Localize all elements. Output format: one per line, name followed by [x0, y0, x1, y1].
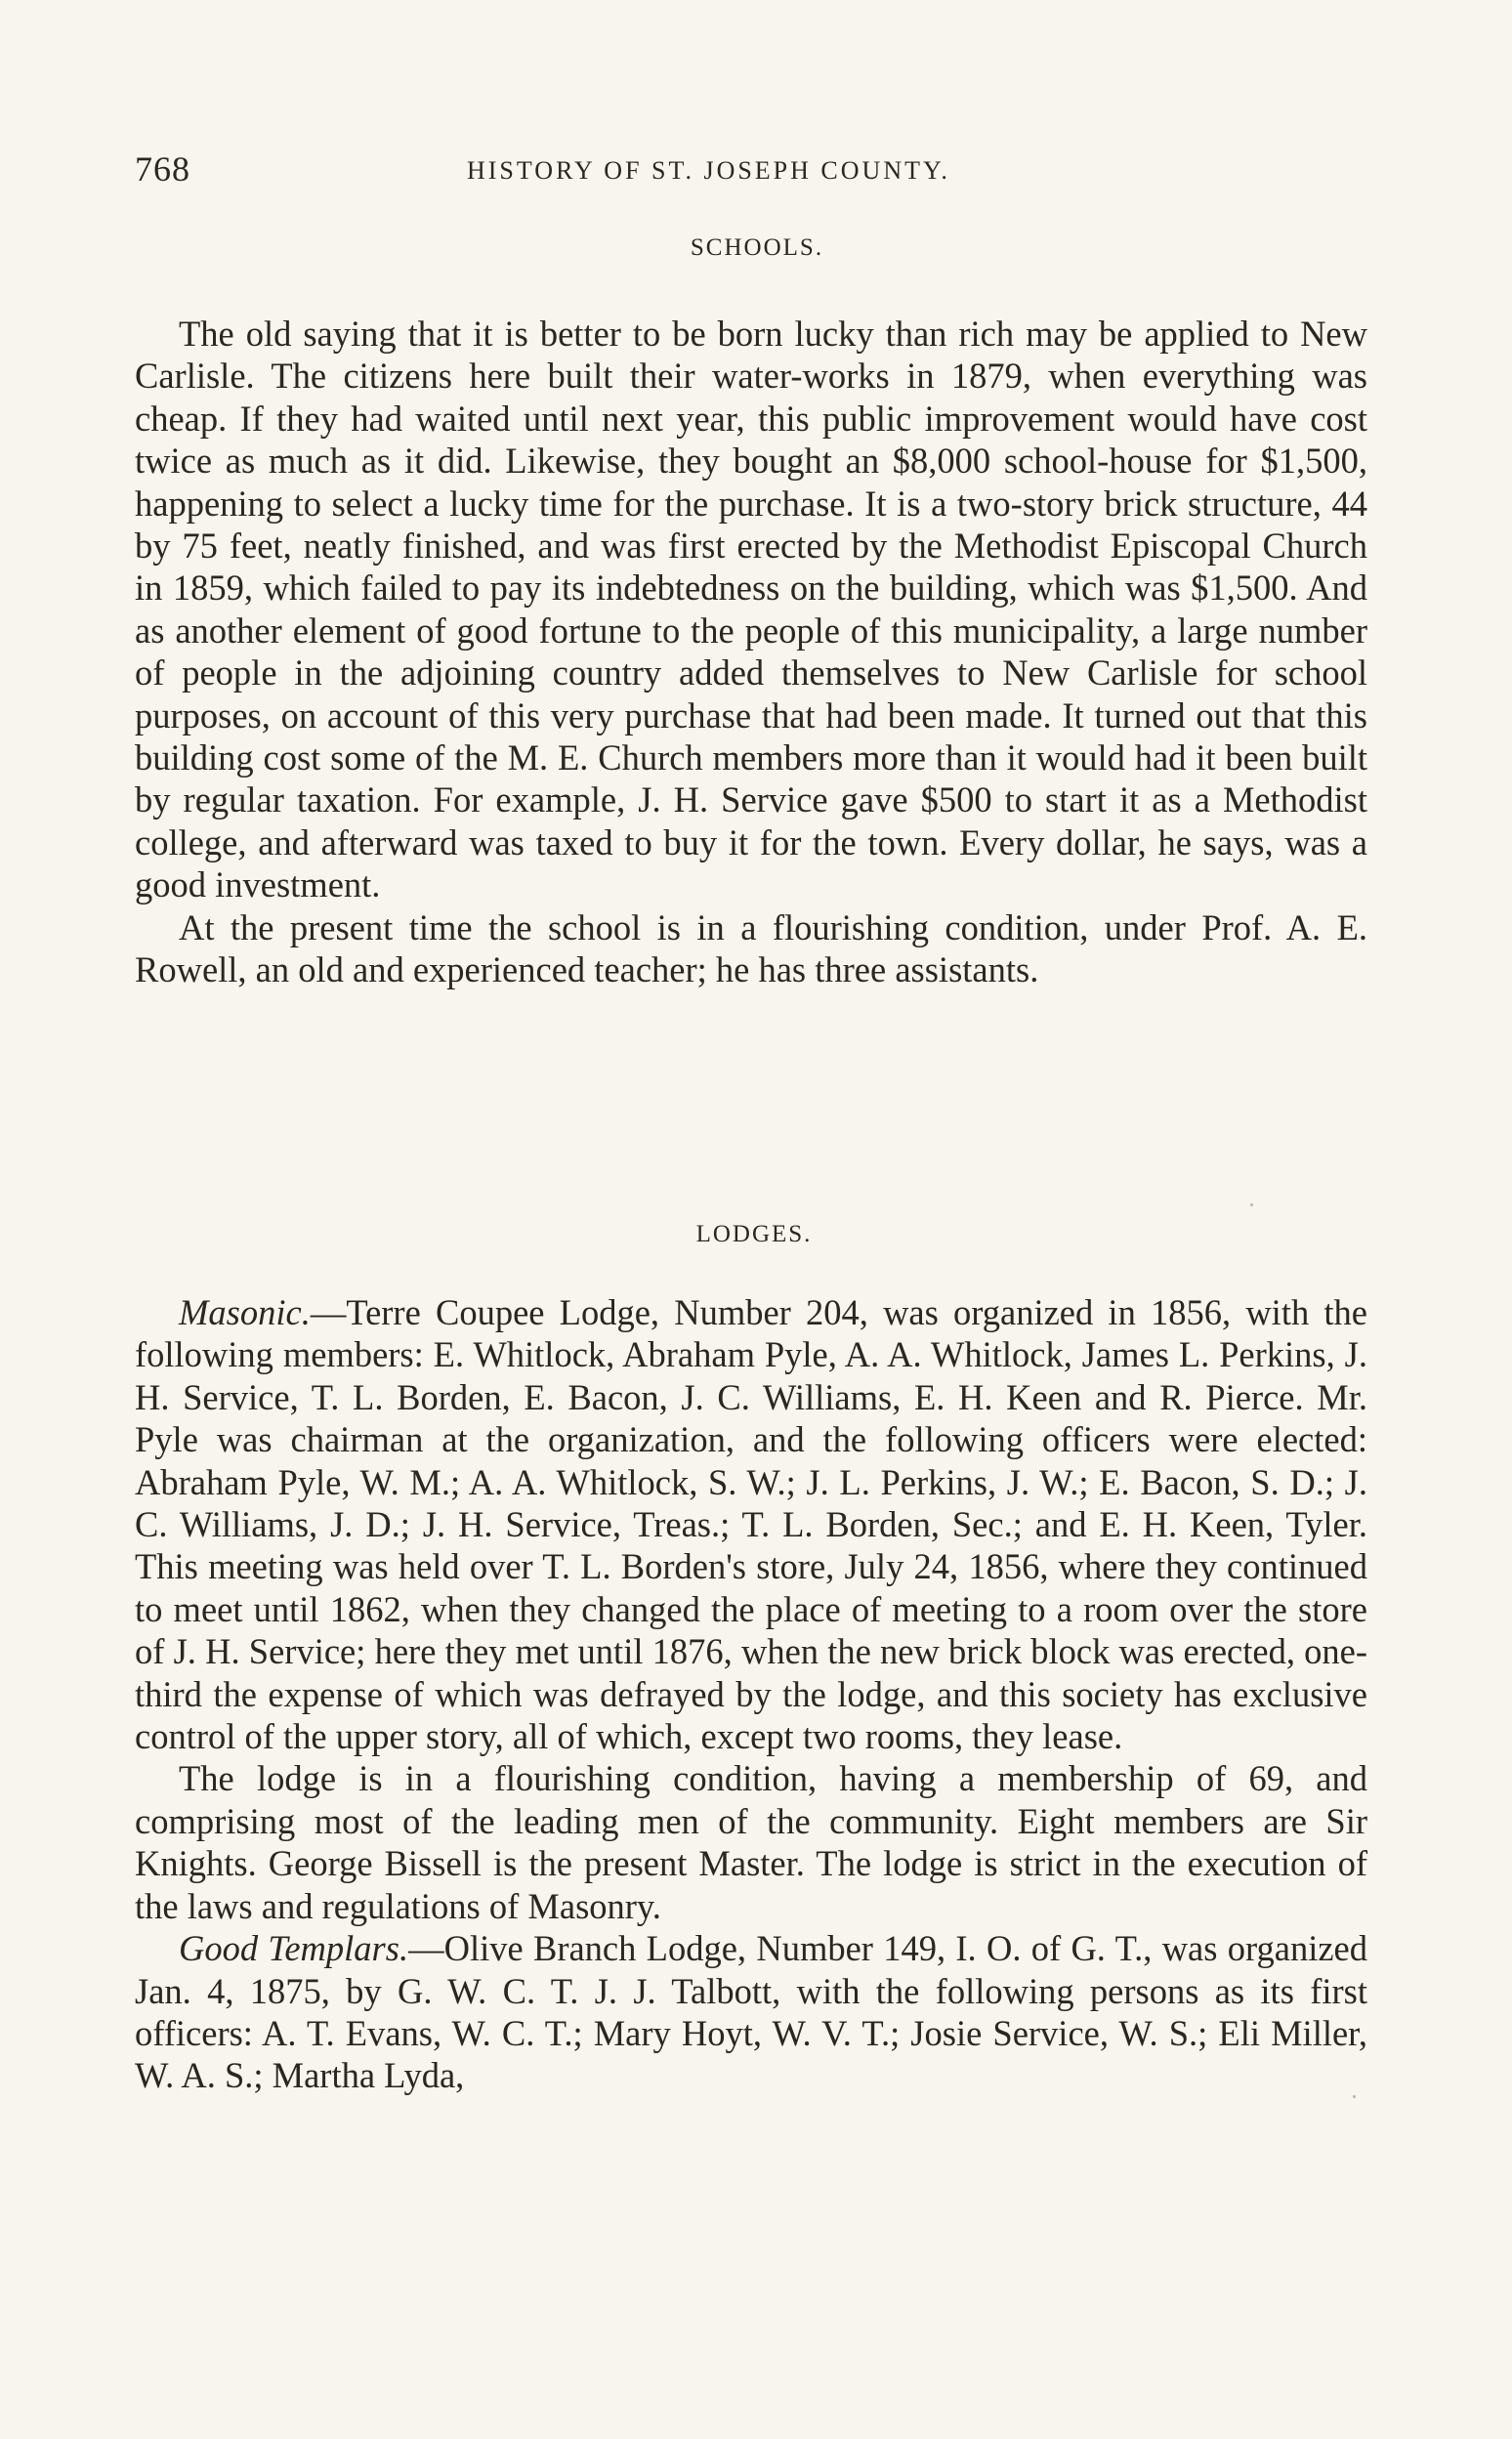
schools-paragraph: At the present time the school is in a flourishing condition, under Prof. A. E. Rowell, an old and experienced teacher; he has three assistants.: [135, 906, 1367, 990]
lodges-heading: LODGES.: [695, 1221, 813, 1247]
running-header: [135, 148, 1365, 195]
running-title: HISTORY OF ST. JOSEPH COUNTY.: [467, 156, 950, 185]
good-templars-paragraph: [135, 1927, 1367, 2097]
scan-speck: [1250, 1203, 1253, 1206]
good-templars-text: —Olive Branch Lodge, Number 149, I. O. of G. T., was organized Jan. 4, 1875, by G. W. C. T. J. J. Talbott, with the following persons as its first officers: A. T. Evans, W. C. T.; Mary Hoyt, W. V. T.; Josie Service, W. S.; Eli Miller, W. A. S.; Martha Lyda,: [135, 1928, 1367, 2096]
schools-section: [135, 313, 1367, 991]
scan-speck: [1353, 2095, 1356, 2098]
masonic-lead: Masonic.: [179, 1292, 311, 1332]
masonic-text: —Terre Coupee Lodge, Number 204, was organized in 1856, with the following members: E. Whitlock, Abraham Pyle, A. A. Whitlock, James L. Perkins, J. H. Service, T. L. Borden, E. Bacon, J. C. Williams, E. H. Keen and R. Pierce. Mr. Pyle was chairman at the organization, and the following officers were elected: Abraham Pyle, W. M.; A. A. Whitlock, S. W.; J. L. Perkins, J. W.; E. Bacon, S. D.; J. C. Williams, J. D.; J. H. Service, Treas.; T. L. Borden, Sec.; and E. H. Keen, Tyler. This meeting was held over T. L. Borden's store, July 24, 1856, where they continued to meet until 1862, when they changed the place of meeting to a room over the store of J. H. Service; here they met until 1876, when the new brick block was erected, one-third the expense of which was defrayed by the lodge, and this society has exclusive control of the upper story, all of which, except two rooms, they lease.: [135, 1292, 1367, 1757]
masonic-paragraph: [135, 1291, 1367, 1757]
masonic-condition-paragraph: The lodge is in a flourishing condition, having a membership of 69, and comprising most of the leading men of the community. Eight members are Sir Knights. George Bissell is the present Master. The lodge is strict in the execution of the laws and regulations of Masonry.: [135, 1758, 1367, 1926]
page-number: 768: [135, 149, 190, 189]
good-templars-lead: Good Templars.: [179, 1928, 409, 1969]
schools-paragraph: The old saying that it is better to be born lucky than rich may be applied to New Carlisle. The citizens here built their water-works in 1879, when everything was cheap. If they had waited until next year, this public improvement would have cost twice as much as it did. Likewise, they bought an $8,000 school-house for $1,500, happening to select a lucky time for the purchase. It is a two-story brick structure, 44 by 75 feet, neatly finished, and was first erected by the Methodist Episcopal Church in 1859, which failed to pay its indebtedness on the building, which was $1,500. And as another element of good fortune to the people of this municipality, a large number of people in the adjoining country added themselves to New Carlisle for school purposes, on account of this very purchase that had been made. It turned out that this building cost some of the M. E. Church members more than it would had it been built by regular taxation. For example, J. H. Service gave $500 to start it as a Methodist college, and afterward was taxed to buy it for the town. Every dollar, he says, was a good investment.: [135, 314, 1367, 905]
schools-heading: SCHOOLS.: [690, 234, 824, 261]
lodges-section: [135, 1291, 1367, 2097]
